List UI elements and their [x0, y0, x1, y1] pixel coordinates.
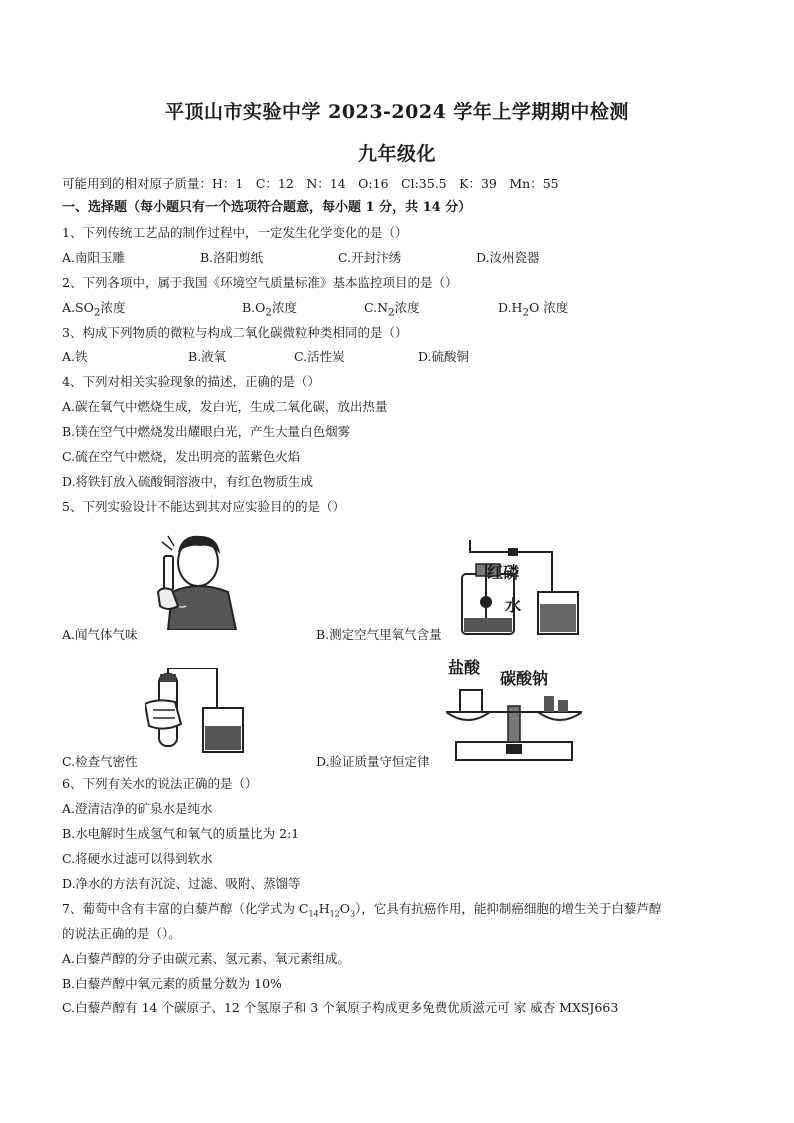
q2-option-c: $C.N_2$浓度: [364, 300, 420, 319]
q6-option-c: C.将硬水过滤可以得到软水: [62, 851, 213, 866]
section-heading: 一、选择题（每小题只有一个选项符合题意，每小题 1 分，共 14 分）: [62, 200, 472, 215]
q7-option-a: A.白藜芦醇的分子由碳元素、氢元素、氧元素组成。: [62, 951, 351, 966]
q6-option-a: A.澄清洁净的矿泉水是纯水: [62, 801, 213, 816]
red-phosphorus-label: 红磷: [487, 563, 520, 582]
question-5: 5、下列实验设计不能达到其对应实验目的的是（）: [62, 499, 345, 514]
exam-subtitle: 九年级化: [357, 143, 436, 165]
oxygen-content-apparatus: [452, 538, 587, 638]
question-7-cont: 的说法正确的是（）。: [62, 926, 181, 941]
q4-option-d: D.将铁钉放入硫酸铜溶液中，有红色物质生成: [62, 474, 314, 489]
water-label: 水: [505, 596, 522, 615]
balance-apparatus: [446, 682, 582, 764]
exam-title: 平顶山市实验中学 2023-2024 学年上学期期中检测: [165, 101, 629, 123]
question-2: 2、下列各项中，属于我国《环境空气质量标准》基本监控项目的是（）: [62, 275, 458, 290]
sodium-carbonate-label: 碳酸钠: [500, 669, 549, 688]
question-7: 7、葡萄中含有丰富的白藜芦醇（化学式为 $C_{14}H_{12}O_3$），它具有抗癌作用，能抑制癌细胞的增生关于白藜芦醇: [62, 901, 662, 919]
question-4: 4、下列对相关实验现象的描述，正确的是（）: [62, 374, 320, 389]
q1-option-b: B.洛阳剪纸: [200, 250, 264, 265]
q4-option-b: B.镁在空气中燃烧发出耀眼白光，产生大量白色烟雾: [62, 424, 351, 439]
q7-option-c: C.白藜芦醇有 14 个碳原子、12 个氢原子和 3 个氧原子构成更多免费优质滋元可 家 威杏 MXSJ663: [62, 1000, 619, 1015]
q7-option-b: B.白藜芦醇中氧元素的质量分数为 10%: [62, 976, 282, 991]
q3-option-a: A.铁: [62, 349, 88, 364]
q1-option-c: C.开封汴绣: [338, 250, 402, 265]
q2-option-d: $D.H_2O$ 浓度: [498, 300, 569, 319]
q5-option-a: A.闻气体气味: [62, 627, 138, 642]
question-1: 1、下列传统工艺品的制作过程中，一定发生化学变化的是（）: [62, 225, 408, 240]
q1-option-a: A.南阳玉雕: [62, 250, 126, 265]
hydrochloric-acid-label: 盐酸: [448, 658, 481, 677]
q4-option-a: A.碳在氧气中燃烧生成，发白光，生成二氧化碳，放出热量: [62, 399, 388, 414]
q5-option-c: C.检查气密性: [62, 754, 138, 769]
airtightness-apparatus: [145, 668, 251, 754]
question-3: 3、构成下列物质的微粒与构成二氧化碳微粒种类相同的是（）: [62, 325, 408, 340]
q6-option-d: D.净水的方法有沉淀、过滤、吸附、蒸馏等: [62, 876, 301, 891]
q3-option-d: D.硫酸铜: [418, 349, 470, 364]
q2-option-a: $A.SO_2$浓度: [62, 300, 126, 319]
q6-option-b: B.水电解时生成氢气和氧气的质量比为 2:1: [62, 826, 300, 841]
q5-option-d: D.验证质量守恒定律: [316, 754, 430, 769]
atomic-mass-line: 可能用到的相对原子质量：H：1 C：12 N：14 O:16 Cl:35.5 K：39 Mn：55: [62, 176, 559, 191]
q4-option-c: C.硫在空气中燃烧，发出明亮的蓝紫色火焰: [62, 449, 301, 464]
q3-option-c: C.活性炭: [294, 349, 345, 364]
smell-gas-figure: [148, 530, 244, 630]
q5-option-b: B.测定空气里氧气含量: [316, 627, 442, 642]
q2-option-b: $B.O_2$浓度: [242, 300, 298, 319]
q1-option-d: D.汝州瓷器: [476, 250, 540, 265]
q3-option-b: B.液氧: [188, 349, 227, 364]
question-6: 6、下列有关水的说法正确的是（）: [62, 776, 258, 791]
